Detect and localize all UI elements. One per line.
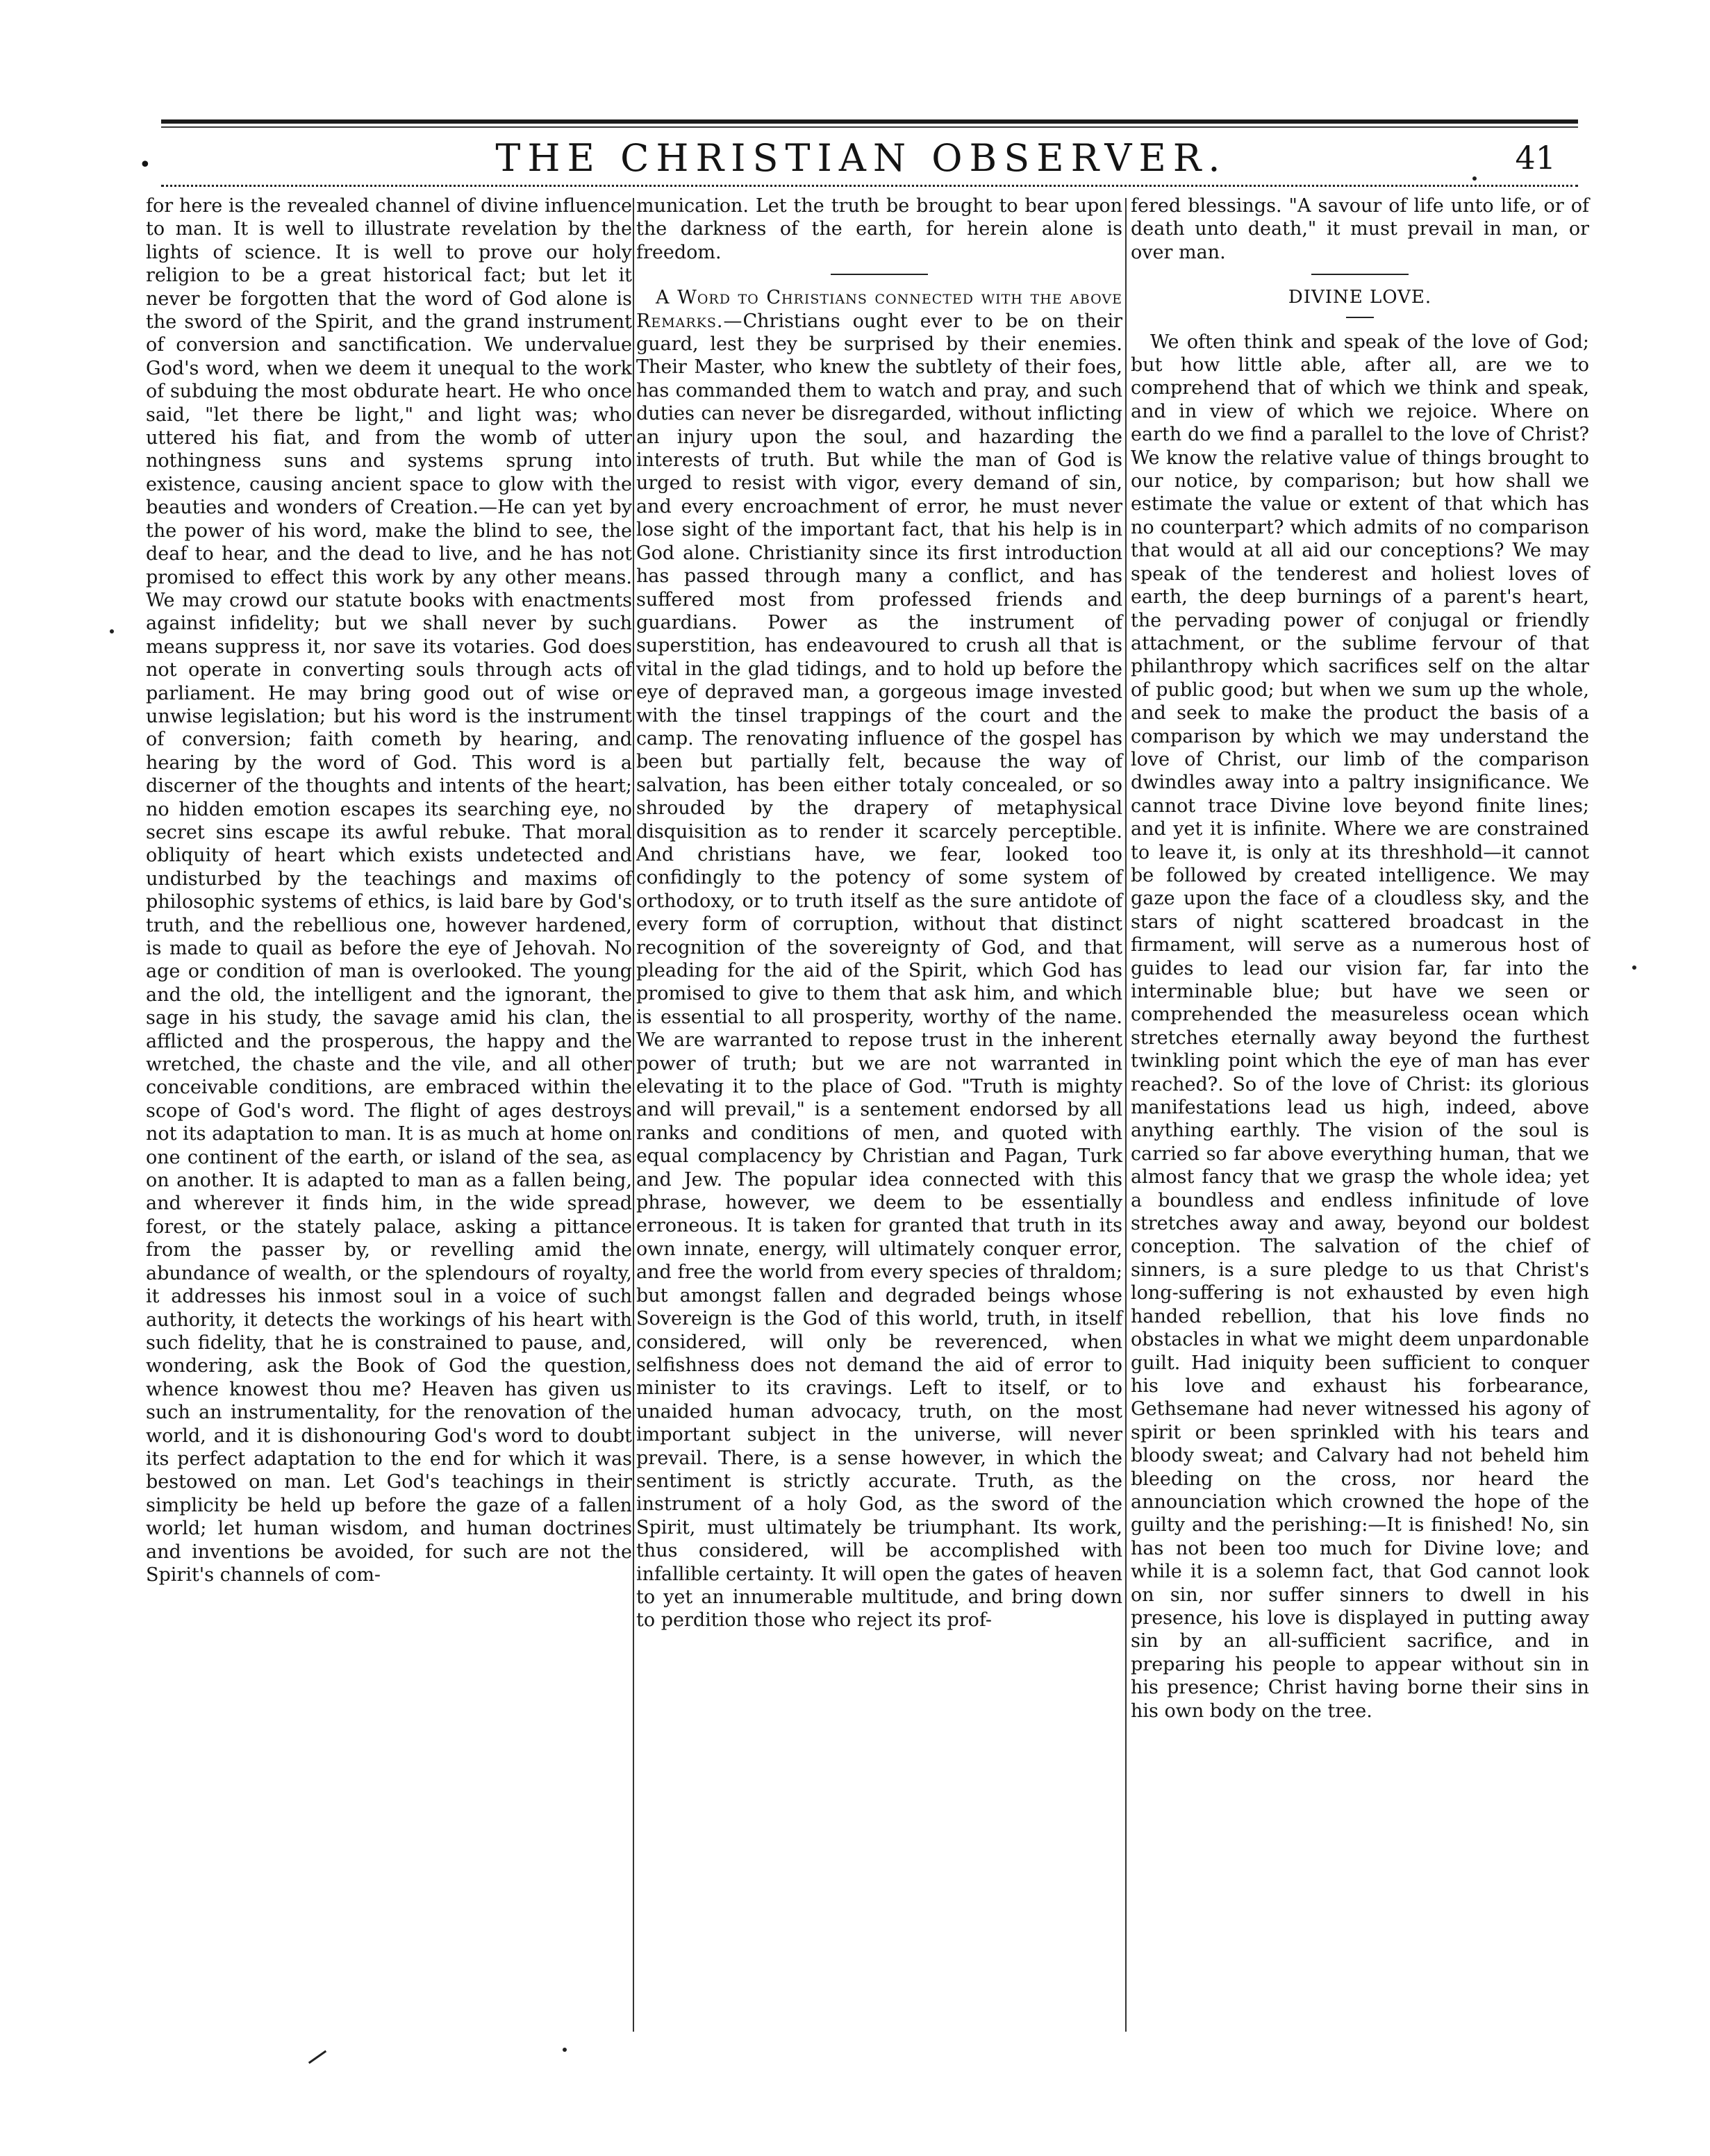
header-bottom-rule — [161, 185, 1578, 190]
column-1 — [146, 194, 632, 1586]
column2-article — [636, 286, 1122, 1632]
column-2 — [636, 194, 1122, 1632]
column3-intro: fered blessings. "A savour of life unto life, or of death unto death," it must prevail in man, or over man. — [1131, 195, 1589, 263]
article-title-divine-love: DIVINE LOVE. — [1288, 287, 1432, 308]
publication-title: THE CHRISTIAN OBSERVER. — [495, 136, 1227, 180]
pen-stroke-mark — [308, 2050, 326, 2064]
section-divider — [1311, 274, 1409, 275]
margin-speck — [1632, 965, 1636, 970]
article-title-christians: A Word to Christians connected with the above Remarks.— — [636, 287, 1122, 332]
section-divider — [831, 274, 928, 275]
column2-intro: munication. Let the truth be brought to bear upon the darkness of the earth, for herein alone is freedom. — [636, 195, 1122, 263]
column1-paragraph: for here is the revealed channel of divine influence to man. It is well to illustrate revelation by the lights of science. It is well to prove our holy religion to be a great historical fact; but let it never be forgotten that the word of God alone is the sword of the Spirit, and the grand instrument of conversion and sanctification. We undervalue God's word, when we deem it unequal to the work of subduing the most obdurate heart. He who once said, "let there be light," and light was; who uttered his fiat, and from the womb of utter nothingness suns and systems sprung into existence, causing ancient space to glow with the beauties and wonders of Creation.—He can yet by the power of his word, make the blind to see, the deaf to hear, and the dead to live, and he has not promised to effect this work by any other means. We may crowd our statute books with enactments against infidelity; but we shall never by such means suppress it, nor save its votaries. God does not operate in converting souls through acts of parliament. He may bring good out of wise or unwise legislation; but his word is the instrument of conversion; faith cometh by hearing, and hearing by the word of God. This word is a discerner of the thoughts and intents of the heart; no hidden emotion escapes its searching eye, no secret sins escape its awful rebuke. That moral obliquity of heart which exists undetected and undisturbed by the teachings and maxims of philosophic systems of ethics, is laid bare by God's truth, and the rebellious one, however hardened, is made to quail as before the eye of Jehovah. No age or condition of man is overlooked. The young and the old, the intelligent and the ignorant, the sage in his study, the savage amid his clan, the afflicted and the prosperous, the happy and the wretched, the chaste and the vile, and all other conceivable conditions, are embraced within the scope of God's word. The flight of ages destroys not its adaptation to man. It is as much at home on one continent of the earth, or island of the sea, as on another. It is adapted to man as a fallen being, and wherever it finds him, in the wide spread forest, or the stately palace, asking a pittance from the passer by, or revelling amid the abundance of wealth, or the splendours of royalty, it addresses his inmost soul in a voice of such authority, it detects the workings of his heart with such fidelity, that he is constrained to pause, and, wondering, ask the Book of God the question, whence knowest thou me? Heaven has given us such an instrumentality, for the renovation of the world, and it is dishonouring God's word to doubt its perfect adaptation to the end for which it was bestowed on man. Let God's teachings in their simplicity be held up before the gaze of a fallen world; let human wisdom, and human doctrines and inventions be avoided, for such are not the Spirit's channels of com- — [146, 195, 632, 1586]
title-underline — [1346, 317, 1374, 318]
header-left-mark: • — [139, 153, 151, 177]
margin-speck — [110, 629, 114, 633]
header-top-rule — [161, 119, 1578, 124]
column3-paragraph: We often think and speak of the love of God; but how little able, after all, are we to comprehend that of which we think and speak, and in view of which we rejoice. Where on earth do we find a parallel to the love of Christ? We know the relative value of things brought to our notice, by comparison; but how shall we estimate the value or extent of that which has no counterpart? which admits of no comparison that would at all aid our conceptions? We may speak of the tenderest and holiest loves of earth, the deep burnings of a parent's heart, the pervading power of conjugal or friendly attachment, or the sublime fervour of that philanthropy which sacrifices self on the altar of public good; but when we sum up the whole, and seek to make the product the basis of a comparison by which we may understand the love of Christ, our limb of the comparison dwindles away into a paltry insignificance. We cannot trace Divine love beyond finite lines; and yet it is infinite. Where we are constrained to leave it, is only at its threshhold—it cannot be followed by created intelligence. We may gaze upon the face of a cloudless sky, and the stars of night scattered broadcast in the firmament, will serve as a numerous host of guides to lead our vision far, far into the interminable blue; but have we seen or comprehended the measureless ocean which stretches eternally away beyond the furthest twinkling point which the eye of man has ever reached?. So of the love of Christ: its glorious manifestations lead us high, indeed, above anything earthly. The vision of the soul is carried so far above everything human, that we almost fancy that we grasp the whole idea; yet a boundless and endless infinitude of love stretches away and away, beyond our boldest conception. The salvation of the chief of sinners, is a sure pledge to us that Christ's long-suffering is not exhausted by even high handed rebellion, that his love finds no obstacles in what we might deem unpardonable guilt. Had iniquity been sufficient to conquer his love and exhaust his forbearance, Gethsemane had never witnessed his agony of spirit or been sprinkled with his tears and bloody sweat; and Calvary had not beheld him bleeding on the cross, nor heard the announciation which crowned the hope of the guilty and the perishing:—It is finished! No, sin has not been too much for Divine love; and while it is a solemn fact, that God cannot look on sin, nor suffer sinners to dwell in his presence, his love is displayed in putting away sin by an all-sufficient sacrifice, and in preparing his people to appear without sin in his presence; Christ having borne their sins in his own body on the tree. — [1131, 331, 1589, 1722]
page-header — [139, 136, 1584, 181]
page-number: 41 — [1515, 139, 1556, 176]
column-divider-2 — [1125, 198, 1127, 2032]
column2-paragraph: Christians ought ever to be on their guard, lest they be surprised by their enemies. Their Master, who knew the subtlety of their foes, has commanded them to watch and pray, and such duties can never be disregarded, without inflicting an injury upon the soul, and hazarding the interests of truth. But while the man of God is urged to resist with vigor, every demand of sin, and every encroachment of error, he must never lose sight of the important fact, that his help is in God alone. Christianity since its first introduction has passed through many a conflict, and has suffered most from professed friends and guardians. Power as the instrument of superstition, has endeavoured to crush all that is vital in the glad tidings, and to hold up before the eye of depraved man, a gorgeous image invested with the tinsel trappings of the court and the camp. The renovating influence of the gospel has been but partially felt, because the way of salvation, has been either totaly concealed, or so shrouded by the drapery of metaphysical disquisition as to render it scarcely perceptible. And christians have, we fear, looked too confidingly to the potency of some system of orthodoxy, or to truth itself as the sure antidote of every form of corruption, without that distinct recognition of the sovereignty of God, and that pleading for the aid of the Spirit, which God has promised to give to them that ask him, and which is essential to all prosperity, worthy of the name. We are warranted to repose trust in the inherent power of truth; but we are not warranted in elevating it to the place of God. "Truth is mighty and will prevail," is a sentement endorsed by all ranks and conditions of men, and quoted with equal complacency by Christian and Pagan, Turk and Jew. The popular idea connected with this phrase, however, we deem to be essentially erroneous. It is taken for granted that truth in its own innate, energy, will ultimately conquer error, and free the world from every species of thraldom; but amongst fallen and degraded beings whose Sovereign is the God of this world, truth, in itself considered, will only be reverenced, when selfishness does not demand the aid of error to minister to its cravings. Left to itself, or to unaided human advocacy, truth, on the most important subject in the universe, will never prevail. There, is a sense however, in which the sentiment is strictly accurate. Truth, as the instrument of a holy God, as the sword of the Spirit, must ultimately be triumphant. Its work, thus considered, will be accomplished with infallible certainty. It will open the gates of heaven to yet an innumerable multitude, and bring down to perdition those who reject its prof- — [636, 310, 1122, 1632]
margin-speck — [1472, 176, 1477, 181]
ink-dot-mark — [563, 2048, 567, 2052]
column-3 — [1131, 194, 1589, 1723]
header-top-rule-thin — [161, 126, 1578, 128]
column-divider-1 — [633, 198, 634, 2032]
